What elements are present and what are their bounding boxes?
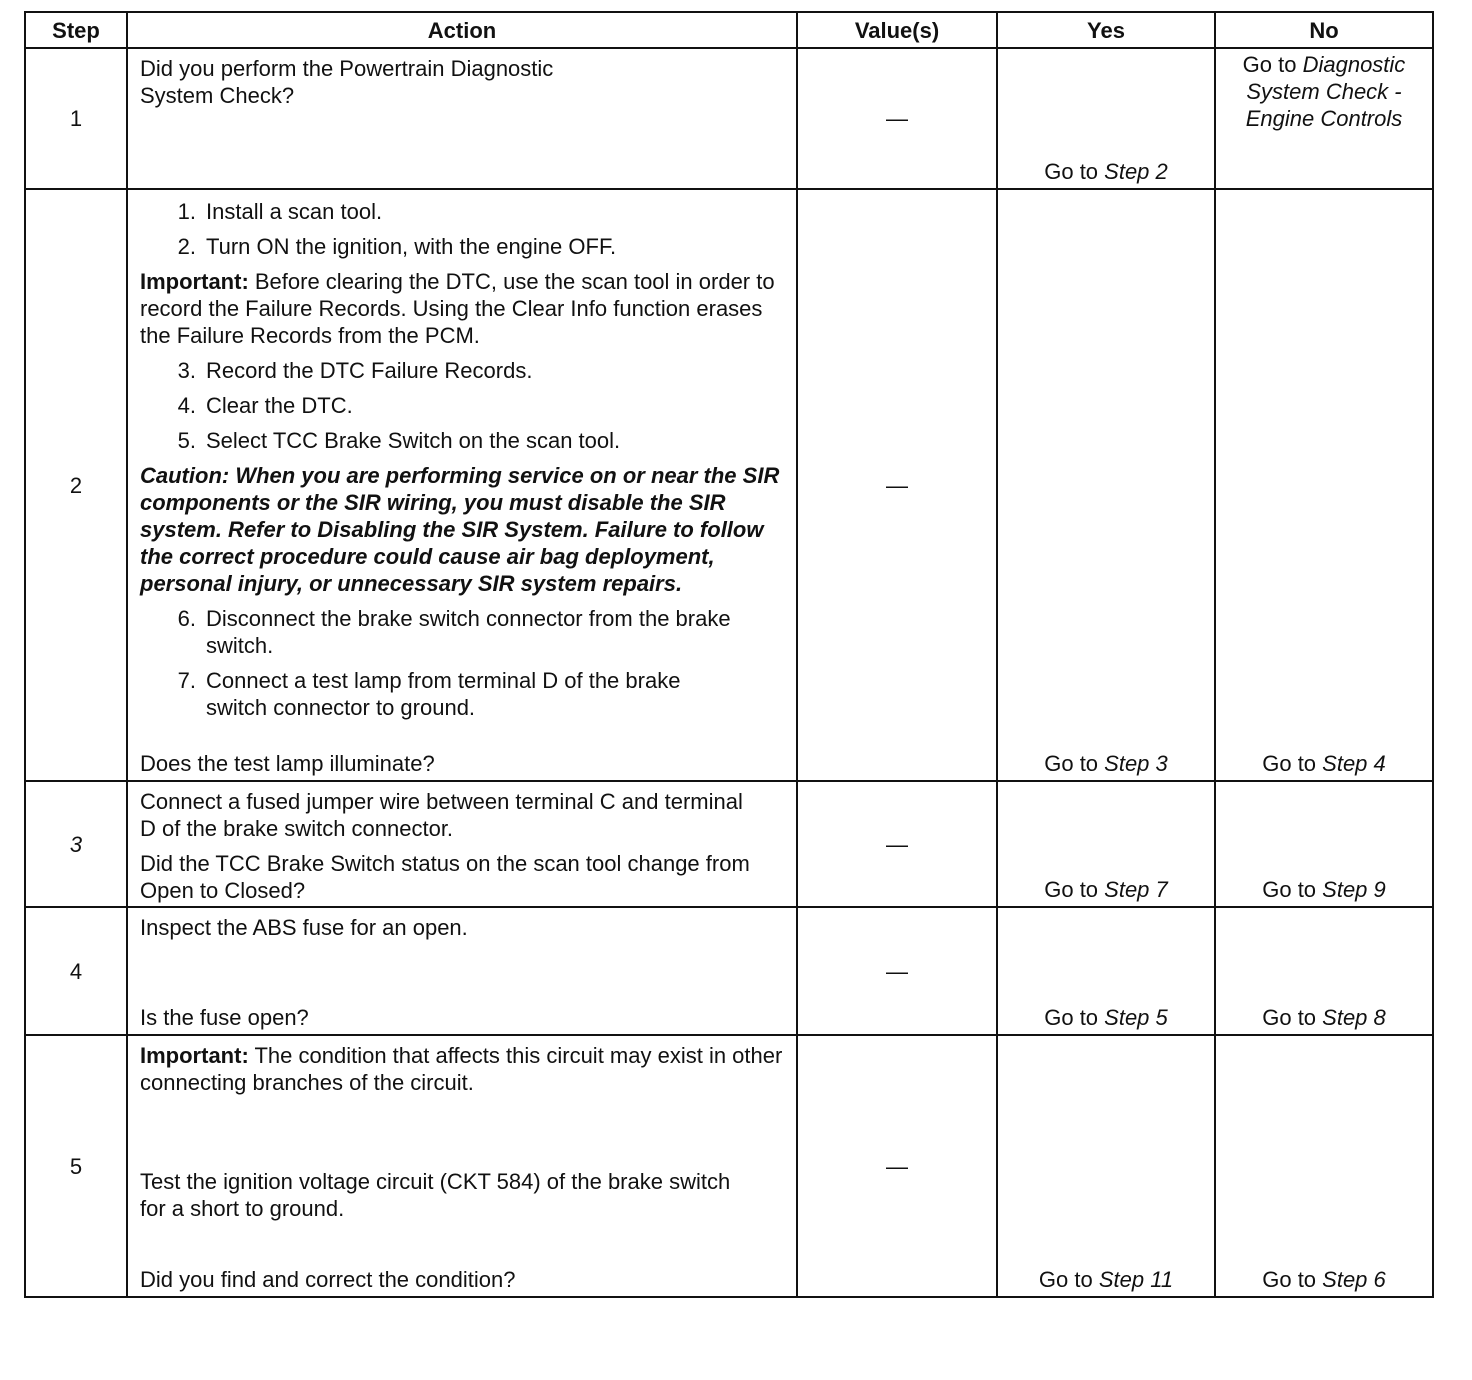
action-cell [127,781,797,907]
procedure-list [140,605,784,721]
value-cell: — [797,48,997,189]
action-question: Did you find and correct the condition? [140,1267,516,1292]
value-cell: — [797,781,997,907]
list-item: 2. Turn ON the ignition, with the engine OFF. [177,234,617,259]
value-cell: — [797,907,997,1035]
no-cell [1215,1035,1433,1297]
value-cell: — [797,1035,997,1297]
no-cell [1215,907,1433,1035]
important-note: Important: The condition that affects this circuit may exist in other connecting branches of the circuit. [140,1043,783,1095]
action-instruction: Test the ignition voltage circuit (CKT 584) of the brake switch for a short to ground. [140,1169,731,1221]
header-action: Action [127,12,797,48]
no-cell [1215,48,1433,189]
header-step: Step [25,12,127,48]
table-row [25,1035,1433,1297]
yes-cell [997,907,1215,1035]
table-row [25,48,1433,189]
list-item: 6. Disconnect the brake switch connector from the brake switch. [177,606,731,658]
no-link[interactable]: Go to Step 4 [1262,751,1386,776]
action-cell [127,48,797,189]
caution-note: Caution: When you are performing service on or near the SIR components or the SIR wiring, you must disable the SIR system. Refer to Disabling the SIR System. Failure to follow the correct procedure could cause air bag deployment, personal injury, or unnecessary SIR system repairs. [140,463,780,596]
yes-link[interactable]: Go to Step 2 [1044,159,1168,184]
procedure-list [140,198,784,260]
list-item: 5. Select TCC Brake Switch on the scan tool. [177,428,621,453]
yes-link[interactable]: Go to Step 3 [1044,751,1168,776]
step-number: 4 [25,907,127,1035]
yes-cell [997,48,1215,189]
header-row [25,12,1433,48]
action-question: Does the test lamp illuminate? [140,751,435,776]
yes-cell [997,781,1215,907]
action-instruction: Inspect the ABS fuse for an open. [140,915,468,940]
yes-link[interactable]: Go to Step 5 [1044,1005,1168,1030]
no-cell [1215,781,1433,907]
header-no: No [1215,12,1433,48]
header-values: Value(s) [797,12,997,48]
table-row [25,907,1433,1035]
important-note: Important: Before clearing the DTC, use the scan tool in order to record the Failure Records. Using the Clear Info function erases the Failure Records from the PCM. [140,269,775,348]
no-link[interactable]: Go to Step 6 [1262,1267,1386,1292]
header-yes: Yes [997,12,1215,48]
yes-link[interactable]: Go to Step 7 [1044,877,1168,902]
table-row [25,781,1433,907]
step-number: 3 [25,781,127,907]
action-question: Is the fuse open? [140,1005,309,1030]
table-row [25,189,1433,781]
action-question: Did the TCC Brake Switch status on the scan tool change from Open to Closed? [140,851,750,903]
yes-link[interactable]: Go to Step 11 [1038,1267,1174,1292]
step-number: 2 [25,189,127,781]
no-link[interactable]: Go to Step 9 [1262,877,1386,902]
value-cell: — [797,189,997,781]
yes-cell [997,1035,1215,1297]
procedure-list [140,357,784,454]
yes-cell [997,189,1215,781]
list-item: 3. Record the DTC Failure Records. [177,358,533,383]
list-item: 7. Connect a test lamp from terminal D of the brake switch connector to ground. [177,668,681,720]
step-number: 1 [25,48,127,189]
action-cell [127,1035,797,1297]
step-number: 5 [25,1035,127,1297]
diagnostic-table [24,11,1434,1298]
no-cell [1215,189,1433,781]
list-item: 4. Clear the DTC. [177,393,353,418]
action-cell [127,189,797,781]
action-instruction: Connect a fused jumper wire between terminal C and terminal D of the brake switch connector. [140,789,743,841]
no-link[interactable]: Go to Step 8 [1262,1005,1386,1030]
action-question: Did you perform the Powertrain Diagnostic System Check? [140,56,554,108]
list-item: 1. Install a scan tool. [177,199,383,224]
no-link[interactable]: Go to Diagnostic System Check - Engine Controls [1242,52,1406,131]
action-cell [127,907,797,1035]
